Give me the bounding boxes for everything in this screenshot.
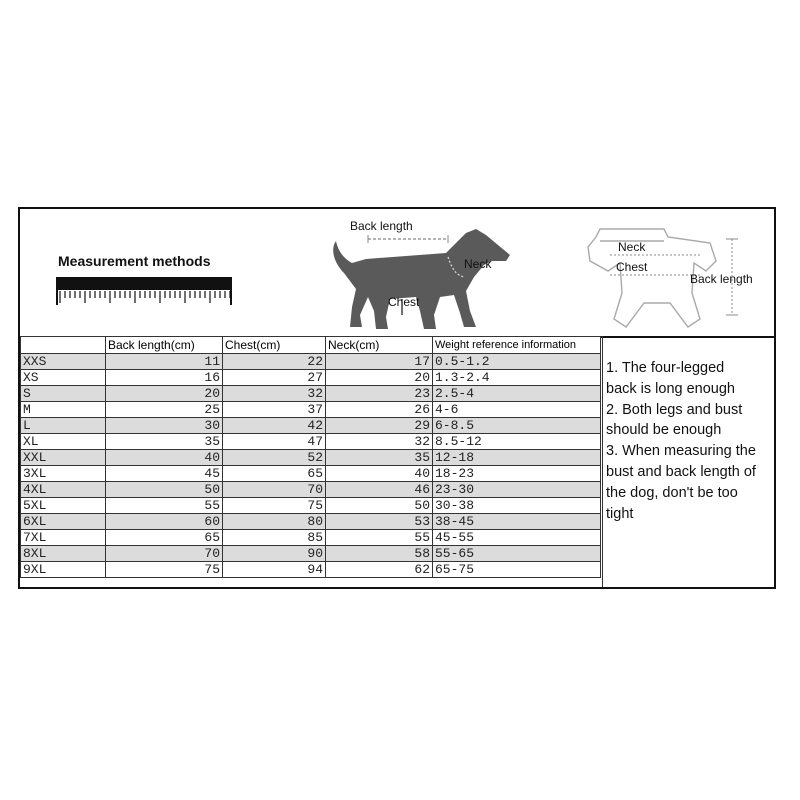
neck-cell: 20 <box>326 370 433 386</box>
size-header <box>21 337 106 354</box>
size-cell: XXL <box>21 450 106 466</box>
shirt-neck-label: Neck <box>618 240 646 254</box>
neck-cell: 53 <box>326 514 433 530</box>
table-row <box>21 562 601 578</box>
neck-header: Neck(cm) <box>326 337 433 354</box>
table-row <box>21 498 601 514</box>
back-length-header: Back length(cm) <box>106 337 223 354</box>
back-length-cell: 50 <box>106 482 223 498</box>
size-cell: 5XL <box>21 498 106 514</box>
note-line: bust and back length of <box>606 464 756 480</box>
neck-cell: 35 <box>326 450 433 466</box>
neck-cell: 58 <box>326 546 433 562</box>
neck-cell: 46 <box>326 482 433 498</box>
size-cell: 3XL <box>21 466 106 482</box>
chest-cell: 80 <box>223 514 326 530</box>
back-length-cell: 60 <box>106 514 223 530</box>
table-row <box>21 530 601 546</box>
table-row <box>21 370 601 386</box>
dog-chest-label: Chest <box>388 295 420 309</box>
tape-measure-icon <box>56 277 232 307</box>
back-length-cell: 70 <box>106 546 223 562</box>
weight-cell: 2.5-4 <box>433 386 601 402</box>
table-row <box>21 434 601 450</box>
note-line: 3. When measuring the <box>606 443 756 460</box>
neck-cell: 55 <box>326 530 433 546</box>
table-row <box>21 482 601 498</box>
chest-cell: 27 <box>223 370 326 386</box>
chest-cell: 52 <box>223 450 326 466</box>
weight-cell: 6-8.5 <box>433 418 601 434</box>
size-cell: 4XL <box>21 482 106 498</box>
neck-cell: 32 <box>326 434 433 450</box>
weight-cell: 12-18 <box>433 450 601 466</box>
note-line: 1. The four-legged <box>606 360 725 376</box>
back-length-cell: 45 <box>106 466 223 482</box>
note-line: the dog, don't be too <box>606 484 738 501</box>
chest-cell: 90 <box>223 546 326 562</box>
dog-silhouette-icon <box>316 215 516 335</box>
shirt-chest-label: Chest <box>616 260 648 274</box>
weight-cell: 8.5-12 <box>433 434 601 450</box>
note-line: should be enough <box>606 422 722 439</box>
back-length-cell: 16 <box>106 370 223 386</box>
size-cell: XS <box>21 370 106 386</box>
table-row <box>21 546 601 562</box>
back-length-cell: 55 <box>106 498 223 514</box>
table-header-row <box>21 337 601 354</box>
chest-cell: 85 <box>223 530 326 546</box>
neck-cell: 23 <box>326 386 433 402</box>
size-chart-frame <box>18 207 776 589</box>
measurement-methods-title: Measurement methods <box>58 253 211 269</box>
shirt-back-length-label: Back length <box>690 272 753 286</box>
chest-cell: 75 <box>223 498 326 514</box>
dog-neck-label: Neck <box>464 257 492 271</box>
table-row <box>21 418 601 434</box>
neck-cell: 26 <box>326 402 433 418</box>
neck-cell: 17 <box>326 354 433 370</box>
weight-cell: 23-30 <box>433 482 601 498</box>
size-cell: S <box>21 386 106 402</box>
table-row <box>21 466 601 482</box>
back-length-cell: 35 <box>106 434 223 450</box>
back-length-cell: 11 <box>106 354 223 370</box>
neck-cell: 29 <box>326 418 433 434</box>
back-length-cell: 65 <box>106 530 223 546</box>
weight-cell: 1.3-2.4 <box>433 370 601 386</box>
weight-cell: 45-55 <box>433 530 601 546</box>
table-row <box>21 386 601 402</box>
size-cell: XXS <box>21 354 106 370</box>
weight-cell: 0.5-1.2 <box>433 354 601 370</box>
size-cell: XL <box>21 434 106 450</box>
dog-back-length-label: Back length <box>350 219 413 233</box>
table-row <box>21 514 601 530</box>
size-cell: L <box>21 418 106 434</box>
weight-cell: 4-6 <box>433 402 601 418</box>
neck-cell: 40 <box>326 466 433 482</box>
table-row <box>21 450 601 466</box>
back-length-cell: 30 <box>106 418 223 434</box>
notes-panel <box>602 336 775 587</box>
back-length-cell: 25 <box>106 402 223 418</box>
chest-cell: 70 <box>223 482 326 498</box>
back-length-cell: 75 <box>106 562 223 578</box>
weight-header: Weight reference information <box>433 337 601 354</box>
weight-cell: 18-23 <box>433 466 601 482</box>
note-line: back is long enough <box>606 380 735 397</box>
back-length-cell: 40 <box>106 450 223 466</box>
back-length-cell: 20 <box>106 386 223 402</box>
size-cell: M <box>21 402 106 418</box>
neck-cell: 62 <box>326 562 433 578</box>
chest-cell: 94 <box>223 562 326 578</box>
note-line: tight <box>606 505 634 522</box>
table-row <box>21 402 601 418</box>
weight-cell: 30-38 <box>433 498 601 514</box>
table-row <box>21 354 601 370</box>
measurement-header <box>20 209 774 338</box>
chest-cell: 42 <box>223 418 326 434</box>
chest-cell: 47 <box>223 434 326 450</box>
size-cell: 7XL <box>21 530 106 546</box>
size-cell: 6XL <box>21 514 106 530</box>
chest-cell: 65 <box>223 466 326 482</box>
chest-cell: 32 <box>223 386 326 402</box>
note-line: 2. Both legs and bust <box>606 401 743 418</box>
chest-header: Chest(cm) <box>223 337 326 354</box>
chest-cell: 37 <box>223 402 326 418</box>
weight-cell: 55-65 <box>433 546 601 562</box>
weight-cell: 65-75 <box>433 562 601 578</box>
weight-cell: 38-45 <box>433 514 601 530</box>
chest-cell: 22 <box>223 354 326 370</box>
size-cell: 9XL <box>21 562 106 578</box>
size-cell: 8XL <box>21 546 106 562</box>
size-table <box>20 336 601 578</box>
neck-cell: 50 <box>326 498 433 514</box>
